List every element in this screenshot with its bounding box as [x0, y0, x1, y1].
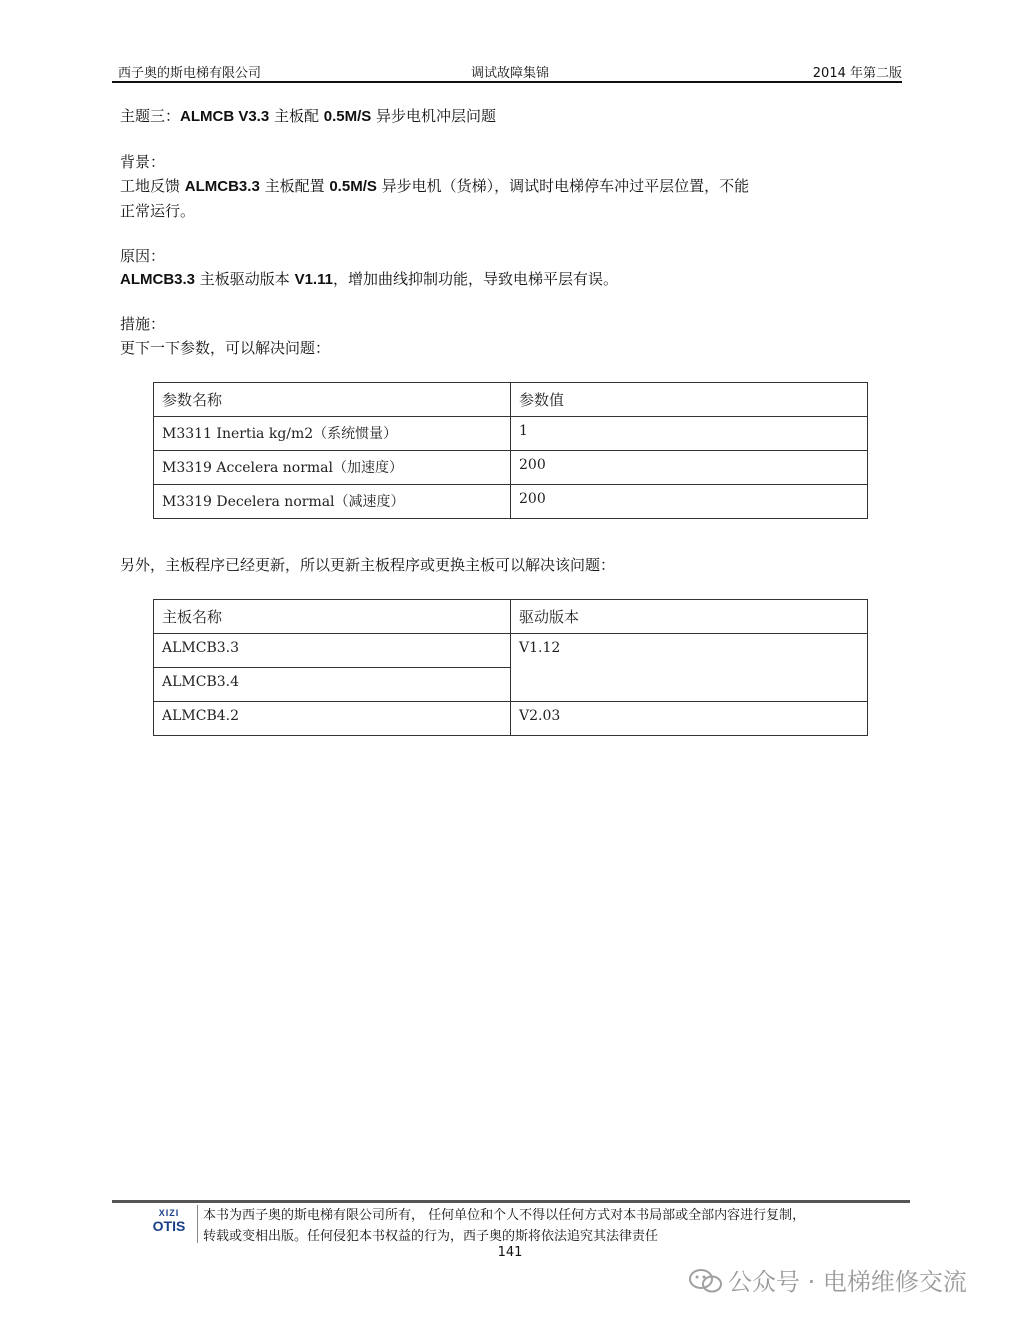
footer-divider [112, 1200, 910, 1203]
logo-separator [197, 1205, 198, 1243]
header-edition: 2014 年第二版 [812, 66, 902, 81]
table-cell: ALMCB4.2 [154, 702, 511, 736]
table-header-cell: 驱动版本 [511, 600, 868, 634]
header-title: 调试故障集锦 [470, 66, 549, 81]
table-row [154, 485, 868, 519]
background-text: 工地反馈 ALMCB3.3 主板配置 0.5M/S 异步电机（货梯），调试时电梯停车冲过平层位置，不能 [120, 177, 750, 195]
table-cell: V1.12 [511, 634, 868, 702]
table-cell: 200 [511, 451, 868, 485]
table-header-row [154, 383, 868, 417]
header-company: 西子奥的斯电梯有限公司 [118, 66, 262, 81]
cause-label: 原因： [120, 247, 166, 265]
background-label: 背景： [120, 153, 166, 171]
background-text-line2: 正常运行。 [120, 202, 196, 220]
measure-text: 更下一下参数，可以解决问题： [120, 339, 331, 357]
table-row [154, 634, 868, 668]
table-cell: ALMCB3.3 [154, 634, 511, 668]
table-cell: 200 [511, 485, 868, 519]
table-header-cell: 参数名称 [154, 383, 511, 417]
xizi-otis-logo: XIZI OTIS [152, 1208, 186, 1234]
table-row [154, 451, 868, 485]
header-divider [112, 81, 902, 83]
table-header-cell: 主板名称 [154, 600, 511, 634]
copyright-notice: 本书为西子奥的斯电梯有限公司所有， 任何单位和个人不得以任何方式对本书局部或全部内容进行复制， 转载或变相出版。任何侵犯本书权益的行为，西子奥的斯将依法追究其法律责任 [203, 1208, 806, 1244]
table-cell: M3319 Accelera normal（加速度） [154, 451, 511, 485]
cause-text: ALMCB3.3 主板驱动版本 V1.11，增加曲线抑制功能，导致电梯平层有误。 [120, 270, 618, 288]
table-row [154, 702, 868, 736]
table-cell: M3311 Inertia kg/m2（系统惯量） [154, 417, 511, 451]
table-cell: 1 [511, 417, 868, 451]
wechat-icon [688, 1268, 724, 1294]
table-header-row [154, 600, 868, 634]
table-cell: ALMCB3.4 [154, 668, 511, 702]
table-row [154, 417, 868, 451]
measure-label: 措施： [120, 315, 166, 333]
topic-heading: 主题三：ALMCB V3.3 主板配 0.5M/S 异步电机冲层问题 [120, 107, 497, 125]
page-number: 141 [497, 1245, 523, 1260]
board-version-table [153, 599, 868, 736]
watermark-text: 公众号 · 电梯维修交流 [728, 1268, 967, 1296]
table-cell: M3319 Decelera normal（减速度） [154, 485, 511, 519]
parameter-table [153, 382, 868, 519]
table-cell: V2.03 [511, 702, 868, 736]
table-header-cell: 参数值 [511, 383, 868, 417]
additional-text: 另外，主板程序已经更新，所以更新主板程序或更换主板可以解决该问题： [120, 556, 616, 574]
